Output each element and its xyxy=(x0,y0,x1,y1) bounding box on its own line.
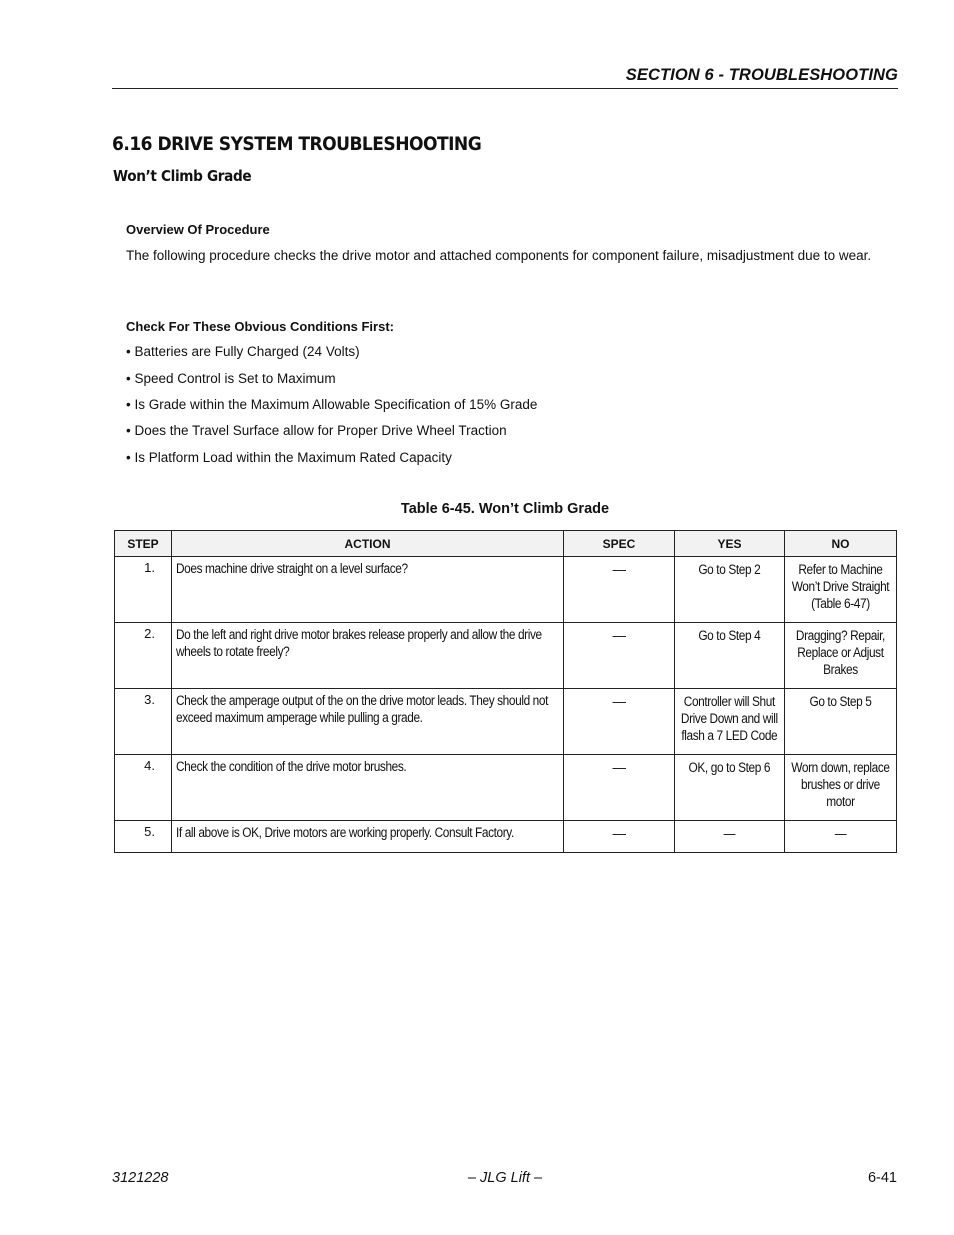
yes-cell xyxy=(675,755,785,821)
page-header xyxy=(112,64,898,89)
spec-cell: — xyxy=(564,755,675,821)
no-text: — xyxy=(834,826,847,841)
yes-text: Go to Step 4 xyxy=(698,628,761,643)
action-text: Check the condition of the drive motor brushes. xyxy=(176,759,407,774)
check-item: • Speed Control is Set to Maximum xyxy=(126,371,336,386)
yes-cell xyxy=(675,689,785,755)
spec-cell: — xyxy=(564,821,675,853)
section-header-title: SECTION 6 - TROUBLESHOOTING xyxy=(625,66,898,84)
step-cell: 1. xyxy=(115,557,172,623)
yes-text: OK, go to Step 6 xyxy=(688,760,771,775)
check-item: • Is Platform Load within the Maximum Rated Capacity xyxy=(126,450,452,465)
step-cell: 3. xyxy=(115,689,172,755)
check-item: • Batteries are Fully Charged (24 Volts) xyxy=(126,344,360,359)
action-text: Check the amperage output of the on the drive motor leads. They should not exceed maximum amperage while pulling a grade. xyxy=(176,693,549,725)
yes-text: Controller will Shut Drive Down and will flash a 7 LED Code xyxy=(681,694,778,743)
overview-heading: Overview Of Procedure xyxy=(126,222,270,237)
action-cell xyxy=(172,821,564,853)
check-item: • Does the Travel Surface allow for Proper Drive Wheel Traction xyxy=(126,423,507,438)
step-cell: 4. xyxy=(115,755,172,821)
no-cell xyxy=(785,623,897,689)
action-text: If all above is OK, Drive motors are working properly. Consult Factory. xyxy=(176,825,514,840)
no-cell xyxy=(785,821,897,853)
yes-cell xyxy=(675,557,785,623)
no-cell xyxy=(785,689,897,755)
action-cell xyxy=(172,755,564,821)
column-header-no: NO xyxy=(785,531,897,557)
action-cell xyxy=(172,623,564,689)
column-header-action: ACTION xyxy=(172,531,564,557)
spec-cell: — xyxy=(564,557,675,623)
table-title: Table 6-45. Won’t Climb Grade xyxy=(400,501,610,517)
checks-heading: Check For These Obvious Conditions First: xyxy=(126,319,394,334)
section-title: 6.16 DRIVE SYSTEM TROUBLESHOOTING xyxy=(112,133,482,155)
step-cell: 2. xyxy=(115,623,172,689)
step-cell: 5. xyxy=(115,821,172,853)
no-cell xyxy=(785,557,897,623)
table-row xyxy=(115,755,897,821)
footer-page-number: 6-41 xyxy=(867,1170,897,1186)
action-text: Do the left and right drive motor brakes release properly and allow the drive wheels to rotate freely? xyxy=(176,627,542,659)
yes-cell xyxy=(675,623,785,689)
no-text: Dragging? Repair, Replace or Adjust Brakes xyxy=(795,628,886,677)
no-text: Go to Step 5 xyxy=(809,694,872,709)
table-row xyxy=(115,821,897,853)
check-item: • Is Grade within the Maximum Allowable Specification of 15% Grade xyxy=(126,397,538,412)
action-cell xyxy=(172,557,564,623)
table-header-row xyxy=(115,531,897,557)
no-text: Worn down, replace brushes or drive motor xyxy=(791,760,890,809)
action-cell xyxy=(172,689,564,755)
yes-cell xyxy=(675,821,785,853)
no-cell xyxy=(785,755,897,821)
table-row xyxy=(115,557,897,623)
column-header-step: STEP xyxy=(115,531,172,557)
spec-cell: — xyxy=(564,623,675,689)
spec-cell: — xyxy=(564,689,675,755)
column-header-yes: YES xyxy=(675,531,785,557)
overview-paragraph: The following procedure checks the drive motor and attached components for component failure, misadjustment due to wear. xyxy=(126,248,872,263)
footer-publisher: – JLG Lift – xyxy=(467,1170,543,1186)
table-row xyxy=(115,623,897,689)
table-row xyxy=(115,689,897,755)
yes-text: Go to Step 2 xyxy=(698,562,761,577)
action-text: Does machine drive straight on a level surface? xyxy=(176,561,408,576)
subsection-title: Won’t Climb Grade xyxy=(113,167,252,185)
no-text: Refer to Machine Won’t Drive Straight (Table 6-47) xyxy=(791,562,890,611)
yes-text: — xyxy=(723,826,736,841)
footer-doc-number: 3121228 xyxy=(112,1170,169,1186)
column-header-spec: SPEC xyxy=(564,531,675,557)
troubleshooting-table xyxy=(114,530,897,853)
